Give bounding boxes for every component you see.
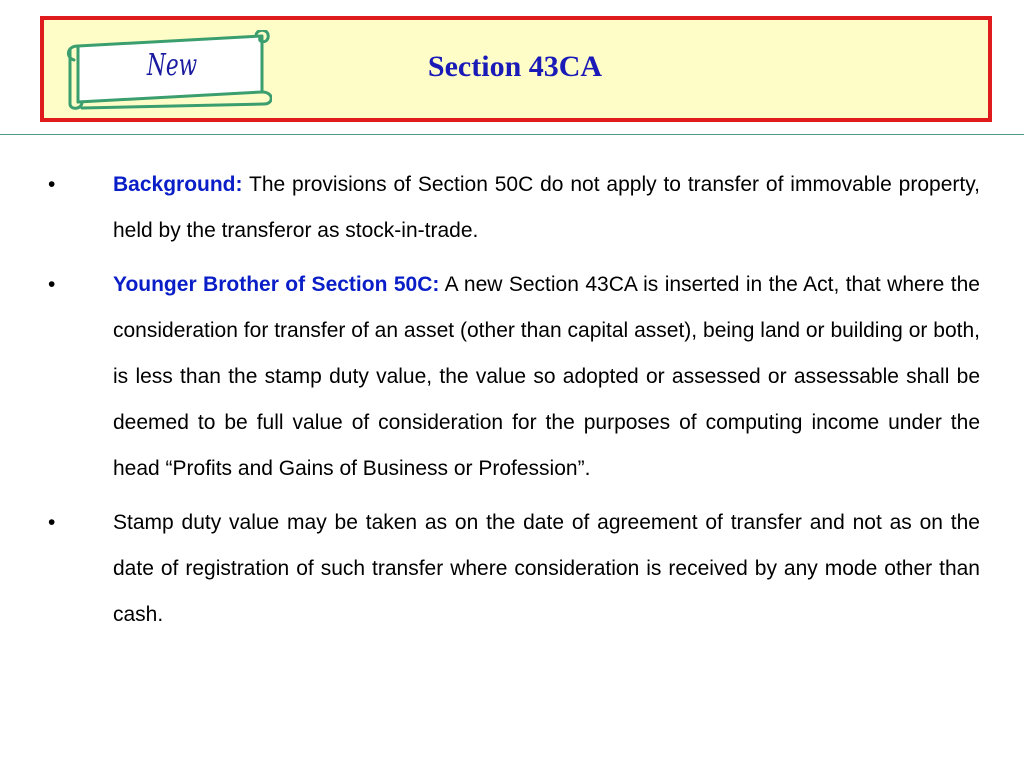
bullet-list: [44, 162, 980, 646]
bullet-lead: Background:: [113, 173, 243, 196]
bullet-marker: •: [48, 511, 56, 534]
bullet-text: A new Section 43CA is inserted in the Act, that where the consideration for transfer of an asset (other than capital asset), being land or building or both, is less than the stamp duty value, the value so adopted or assessed or assessable shall be deemed to be full value of consideration for the purposes of computing income under the head “Profits and Gains of Business or Profession”.: [113, 273, 980, 480]
bullet-item-background: [44, 162, 980, 254]
bullet-item-stamp-duty: [44, 500, 980, 638]
slide-title: Section 43CA: [427, 50, 603, 83]
new-badge-label: New: [146, 48, 198, 83]
bullet-marker: •: [48, 173, 56, 196]
divider: [0, 134, 1024, 135]
bullet-item-younger-brother: [44, 262, 980, 492]
bullet-text: Stamp duty value may be taken as on the date of agreement of transfer and not as on the date of registration of such transfer where consideration is received by any mode other than cash.: [113, 511, 980, 626]
bullet-marker: •: [48, 273, 56, 296]
bullet-text: The provisions of Section 50C do not apply to transfer of immovable property, held by the transferor as stock-in-trade.: [113, 173, 980, 242]
bullet-lead: Younger Brother of Section 50C:: [113, 273, 440, 296]
